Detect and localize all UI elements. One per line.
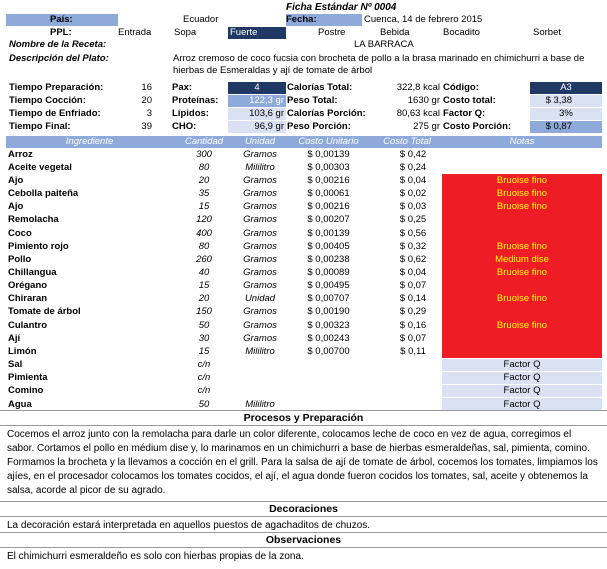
ingredient-note	[442, 161, 602, 174]
ingredient-quantity: 40	[198, 266, 210, 278]
calorias-value: 322,8 kcal	[396, 82, 440, 93]
header-unidad: Unidad	[235, 136, 285, 148]
ingredient-unit-cost: $ 0,00707	[307, 293, 350, 305]
ingredient-quantity: 15	[198, 345, 210, 357]
ingredient-total-cost: $ 0,16	[399, 319, 427, 331]
table-row	[6, 385, 602, 398]
ingredient-unit	[235, 385, 285, 398]
table-row	[6, 306, 602, 319]
ingredient-quantity: 300	[196, 148, 212, 160]
procesos-section	[0, 410, 607, 500]
ingredient-unit: Unidad	[244, 293, 276, 305]
ingredient-quantity: 150	[196, 306, 212, 318]
table-row	[6, 161, 602, 174]
ingredient-quantity: 15	[198, 201, 210, 213]
table-row	[6, 253, 602, 266]
nutri-label: CHO:	[172, 121, 197, 132]
ingredient-note	[442, 306, 602, 319]
tiempo-label: Tiempo de Enfriado:	[9, 108, 101, 119]
calorias-label: Peso Porción:	[287, 121, 351, 132]
ingredient-note: Factor Q	[442, 372, 602, 385]
descripcion-value: Arroz cremoso de coco fucsia con brocheta de pollo a la brasa marinado en chimichurri a base de hierbas de Esmeraldas y ají de tomate de árbol	[173, 53, 585, 76]
ingredient-unit-cost: $ 0,00303	[307, 161, 350, 173]
ingredient-total-cost: $ 0,24	[399, 161, 427, 173]
ingredient-quantity: c/n	[197, 359, 211, 371]
ingredient-name: Ajo	[8, 174, 24, 186]
table-row	[6, 359, 602, 372]
ppl-option-bocadito[interactable]: Bocadito	[443, 27, 480, 38]
ingredient-unit	[235, 359, 285, 372]
ingredient-total-cost: $ 0,14	[399, 293, 427, 305]
ingredient-unit-cost: $ 0,00243	[307, 332, 350, 344]
ingredient-unit-cost: $ 0,00139	[307, 227, 350, 239]
codigo-value: A3	[530, 82, 602, 94]
ingredient-total-cost	[372, 385, 442, 398]
ingredient-total-cost: $ 0,04	[399, 266, 427, 278]
costo-total-value: $ 3,38	[530, 95, 602, 107]
ingredient-name: Orégano	[8, 280, 48, 292]
header-costo-unitario: Costo Unitario	[285, 136, 372, 148]
ingredient-unit-cost	[285, 372, 372, 385]
ingredient-unit-cost: $ 0,00207	[307, 214, 350, 226]
sheet-title: Ficha Estándar Nº 0004	[286, 2, 397, 13]
ingredient-unit: Gramos	[243, 174, 277, 186]
ingredient-unit-cost: $ 0,00139	[307, 148, 350, 160]
ingredient-unit-cost: $ 0,00089	[307, 266, 350, 278]
ingredient-total-cost: $ 0,56	[399, 227, 427, 239]
ingredient-note	[442, 332, 602, 345]
ingredient-note: Bruoise fino	[442, 240, 602, 253]
factor-q-value: 3%	[530, 108, 602, 120]
tiempo-value: 20	[141, 95, 152, 106]
table-row	[6, 174, 602, 187]
ingredient-name: Comino	[8, 385, 44, 397]
costos-label: Costo total:	[443, 95, 496, 106]
observaciones-text: El chimichurri esmeraldeño es solo con hierbas propias de la zona.	[7, 551, 304, 562]
receta-value: LA BARRACA	[354, 39, 414, 50]
ingredient-name: Pollo	[8, 253, 32, 265]
ingredient-unit-cost: $ 0,00238	[307, 253, 350, 265]
tiempo-value: 16	[141, 82, 152, 93]
calorias-value: 1630 gr	[407, 95, 440, 106]
receta-label: Nombre de la Receta:	[9, 39, 107, 50]
nutri-value: 103,6 gr	[228, 108, 286, 120]
header-ingrediente: Ingrediente	[6, 136, 173, 148]
costo-porcion-value: $ 0,87	[530, 121, 602, 133]
tiempo-value: 39	[141, 121, 152, 132]
decoraciones-section	[0, 501, 607, 535]
ingredient-total-cost: $ 0,03	[399, 201, 427, 213]
ingredient-note: Factor Q	[442, 398, 602, 411]
ingredient-quantity: 80	[198, 161, 210, 173]
ingredient-unit: Mililitro	[245, 161, 275, 173]
observaciones-title: Observaciones	[0, 532, 607, 548]
pais-label: País:	[6, 14, 118, 26]
tiempo-label: Tiempo Cocción:	[9, 95, 86, 106]
ppl-option-entrada[interactable]: Entrada	[118, 27, 152, 38]
table-row	[6, 148, 602, 161]
ingredient-total-cost: $ 0,25	[399, 214, 427, 226]
ppl-option-bebida[interactable]: Bebida	[380, 27, 410, 38]
ingredient-name: Limón	[8, 345, 37, 357]
pax-value: 4	[228, 82, 286, 94]
ppl-option-sopa[interactable]: Sopa	[174, 27, 197, 38]
table-row	[6, 201, 602, 214]
calorias-value: 80,63 kcal	[396, 108, 440, 119]
ingredient-unit: Gramos	[243, 332, 277, 344]
ingredient-note	[442, 345, 602, 358]
ppl-option-fuerte[interactable]: Fuerte	[228, 27, 286, 39]
ppl-label: PPL:	[50, 27, 72, 38]
ingredient-unit: Gramos	[243, 319, 277, 331]
ingredient-unit-cost	[285, 359, 372, 372]
ingredient-note: Medium dise	[442, 253, 602, 266]
costos-label: Costo Porción:	[443, 121, 512, 132]
table-row	[6, 319, 602, 332]
ingredient-name: Coco	[8, 227, 32, 239]
table-row	[6, 266, 602, 279]
ingredient-name: Remolacha	[8, 214, 59, 226]
ingredient-quantity: 400	[196, 227, 212, 239]
ingredient-unit: Gramos	[243, 266, 277, 278]
ingredient-quantity: c/n	[197, 385, 211, 397]
tiempo-label: Tiempo Preparación:	[9, 82, 104, 93]
ingredient-total-cost: $ 0,32	[399, 240, 427, 252]
ingredient-name: Cebolla paiteña	[8, 188, 79, 200]
tiempo-value: 3	[146, 108, 152, 119]
ingredient-quantity: 260	[196, 253, 212, 265]
ingredient-note: Factor Q	[442, 359, 602, 372]
ingredient-total-cost: $ 0,04	[399, 174, 427, 186]
procesos-title: Procesos y Preparación	[0, 410, 607, 426]
table-header-row	[6, 136, 602, 148]
fecha-label: Fecha:	[286, 14, 362, 26]
calorias-label: Peso Total:	[287, 95, 338, 106]
calorias-label: Calorías Porción:	[287, 108, 366, 119]
ppl-option-sorbet[interactable]: Sorbet	[533, 27, 561, 38]
ingredient-total-cost: $ 0,62	[399, 253, 427, 265]
pais-value: Ecuador	[183, 14, 219, 25]
ingredient-unit: Mililitro	[245, 398, 275, 410]
ingredient-unit: Gramos	[243, 227, 277, 239]
ingredient-name: Ajo	[8, 201, 24, 213]
ingredient-unit-cost: $ 0,00495	[307, 280, 350, 292]
ingredient-total-cost: $ 0,11	[400, 345, 426, 357]
table-row	[6, 280, 602, 293]
pax-label: Pax:	[172, 82, 193, 93]
ingredient-total-cost: $ 0,07	[399, 280, 427, 292]
ingredient-unit: Gramos	[243, 306, 277, 318]
ingredient-quantity: 30	[198, 332, 210, 344]
ingredient-unit: Mililitro	[245, 345, 275, 357]
ingredient-note	[442, 227, 602, 240]
ingredient-note	[442, 280, 602, 293]
ingredient-quantity: 15	[198, 280, 210, 292]
ingredient-name: Chiraran	[8, 293, 48, 305]
ingredient-unit-cost: $ 0,00190	[307, 306, 350, 318]
calorias-value: 275 gr	[413, 121, 440, 132]
table-row	[6, 187, 602, 200]
ingredient-note: Bruoise fino	[442, 174, 602, 187]
ingredient-name: Pimiento rojo	[8, 240, 69, 252]
ingredient-note: Bruoise fino	[442, 201, 602, 214]
ingredient-name: Sal	[8, 359, 23, 371]
ingredient-total-cost	[372, 372, 442, 385]
tiempo-label: Tiempo Final:	[9, 121, 71, 132]
ingredient-unit-cost	[285, 385, 372, 398]
ingredient-note: Factor Q	[442, 385, 602, 398]
ingredient-unit-cost: $ 0,00216	[307, 174, 350, 186]
ingredient-name: Pimienta	[8, 372, 48, 384]
ingredient-quantity: 50	[198, 398, 210, 410]
ingredient-unit: Gramos	[243, 188, 277, 200]
procesos-text: Cocemos el arroz junto con la remolacha para darle un color diferente, colocamos leche de coco en vez de agua, corregimos el sabor. Cortamos el pollo en médium dise y, lo marinamos en un chimichurri a base de hierbas esmeraldeñas, sal, pimienta, comino. Formamos la brocheta y la llevamos a cocción en el grill. Para la salsa de ají de tomate de árbol, cocemos los tomates, limpiamos los ajíes, en el procesador colocamos los tomates cocidos, el ají, el agua donde fueron cocidos los tomates, sal, aceite y obtenemos la salsa, acorde al picor de su agrado.	[7, 429, 598, 496]
ingredients-body	[6, 148, 602, 411]
ingredients-table	[6, 136, 602, 411]
header-costo-total: Costo Total	[372, 136, 442, 148]
ingredient-unit: Gramos	[243, 201, 277, 213]
ingredient-name: Tomate de árbol	[8, 306, 81, 318]
ingredient-note: Bruoise fino	[442, 293, 602, 306]
ingredient-name: Culantro	[8, 319, 48, 331]
observaciones-section	[0, 532, 607, 566]
nutri-label: Proteínas:	[172, 95, 219, 106]
ingredient-quantity: 50	[198, 319, 210, 331]
ingredient-note	[442, 214, 602, 227]
ingredient-unit: Gramos	[243, 280, 277, 292]
decoraciones-title: Decoraciones	[0, 501, 607, 517]
ingredient-total-cost: $ 0,02	[399, 188, 427, 200]
ingredient-unit-cost: $ 0,00216	[307, 201, 350, 213]
ingredient-unit-cost: $ 0,00405	[307, 240, 350, 252]
ingredient-quantity: 80	[198, 240, 210, 252]
ingredient-unit-cost: $ 0,00323	[307, 319, 350, 331]
costos-label: Factor Q:	[443, 108, 486, 119]
descripcion-label: Descripción del Plato:	[9, 53, 109, 64]
ingredient-unit: Gramos	[243, 214, 277, 226]
nutri-value: 96,9 gr	[228, 121, 286, 133]
ingredient-unit: Gramos	[243, 148, 277, 160]
ingredient-quantity: c/n	[197, 372, 211, 384]
ingredient-note: Bruoise fino	[442, 319, 602, 332]
ingredient-note: Bruoise fino	[442, 266, 602, 279]
ingredient-unit	[235, 372, 285, 385]
nutri-value: 122,3 gr	[228, 95, 286, 107]
ingredient-name: Arroz	[8, 148, 33, 160]
table-row	[6, 227, 602, 240]
calorias-label: Calorías Total:	[287, 82, 353, 93]
ingredient-unit: Gramos	[243, 240, 277, 252]
header-notas: Notas	[442, 136, 602, 148]
header-cantidad: Cantidad	[173, 136, 235, 148]
ingredient-name: Ají	[8, 332, 21, 344]
table-row	[6, 293, 602, 306]
table-row	[6, 345, 602, 358]
table-row	[6, 372, 602, 385]
ppl-option-postre[interactable]: Postre	[318, 27, 346, 38]
ingredient-note: Bruoise fino	[442, 187, 602, 200]
table-row	[6, 240, 602, 253]
ingredient-quantity: 20	[198, 174, 210, 186]
ingredient-name: Agua	[8, 398, 32, 410]
ingredient-unit-cost: $ 0,00061	[307, 188, 350, 200]
table-row	[6, 332, 602, 345]
nutri-label: Lípidos:	[172, 108, 209, 119]
ingredient-name: Aceite vegetal	[8, 161, 72, 173]
table-row	[6, 214, 602, 227]
ingredient-quantity: 35	[198, 188, 210, 200]
ingredient-unit: Gramos	[243, 253, 277, 265]
ingredient-note	[442, 148, 602, 161]
ingredient-quantity: 120	[196, 214, 212, 226]
ingredient-total-cost: $ 0,07	[399, 332, 427, 344]
ingredient-total-cost: $ 0,42	[399, 148, 427, 160]
fecha-value: Cuenca, 14 de febrero 2015	[364, 14, 483, 25]
costos-label: Código:	[443, 82, 479, 93]
ingredient-total-cost: $ 0,29	[399, 306, 427, 318]
ingredient-name: Chillangua	[8, 266, 57, 278]
ingredient-total-cost	[372, 359, 442, 372]
ingredient-quantity: 20	[198, 293, 210, 305]
decoraciones-text: La decoración estará interpretada en aquellos puestos de agachaditos de chuzos.	[7, 520, 371, 531]
ingredient-unit-cost: $ 0,00700	[307, 345, 350, 357]
